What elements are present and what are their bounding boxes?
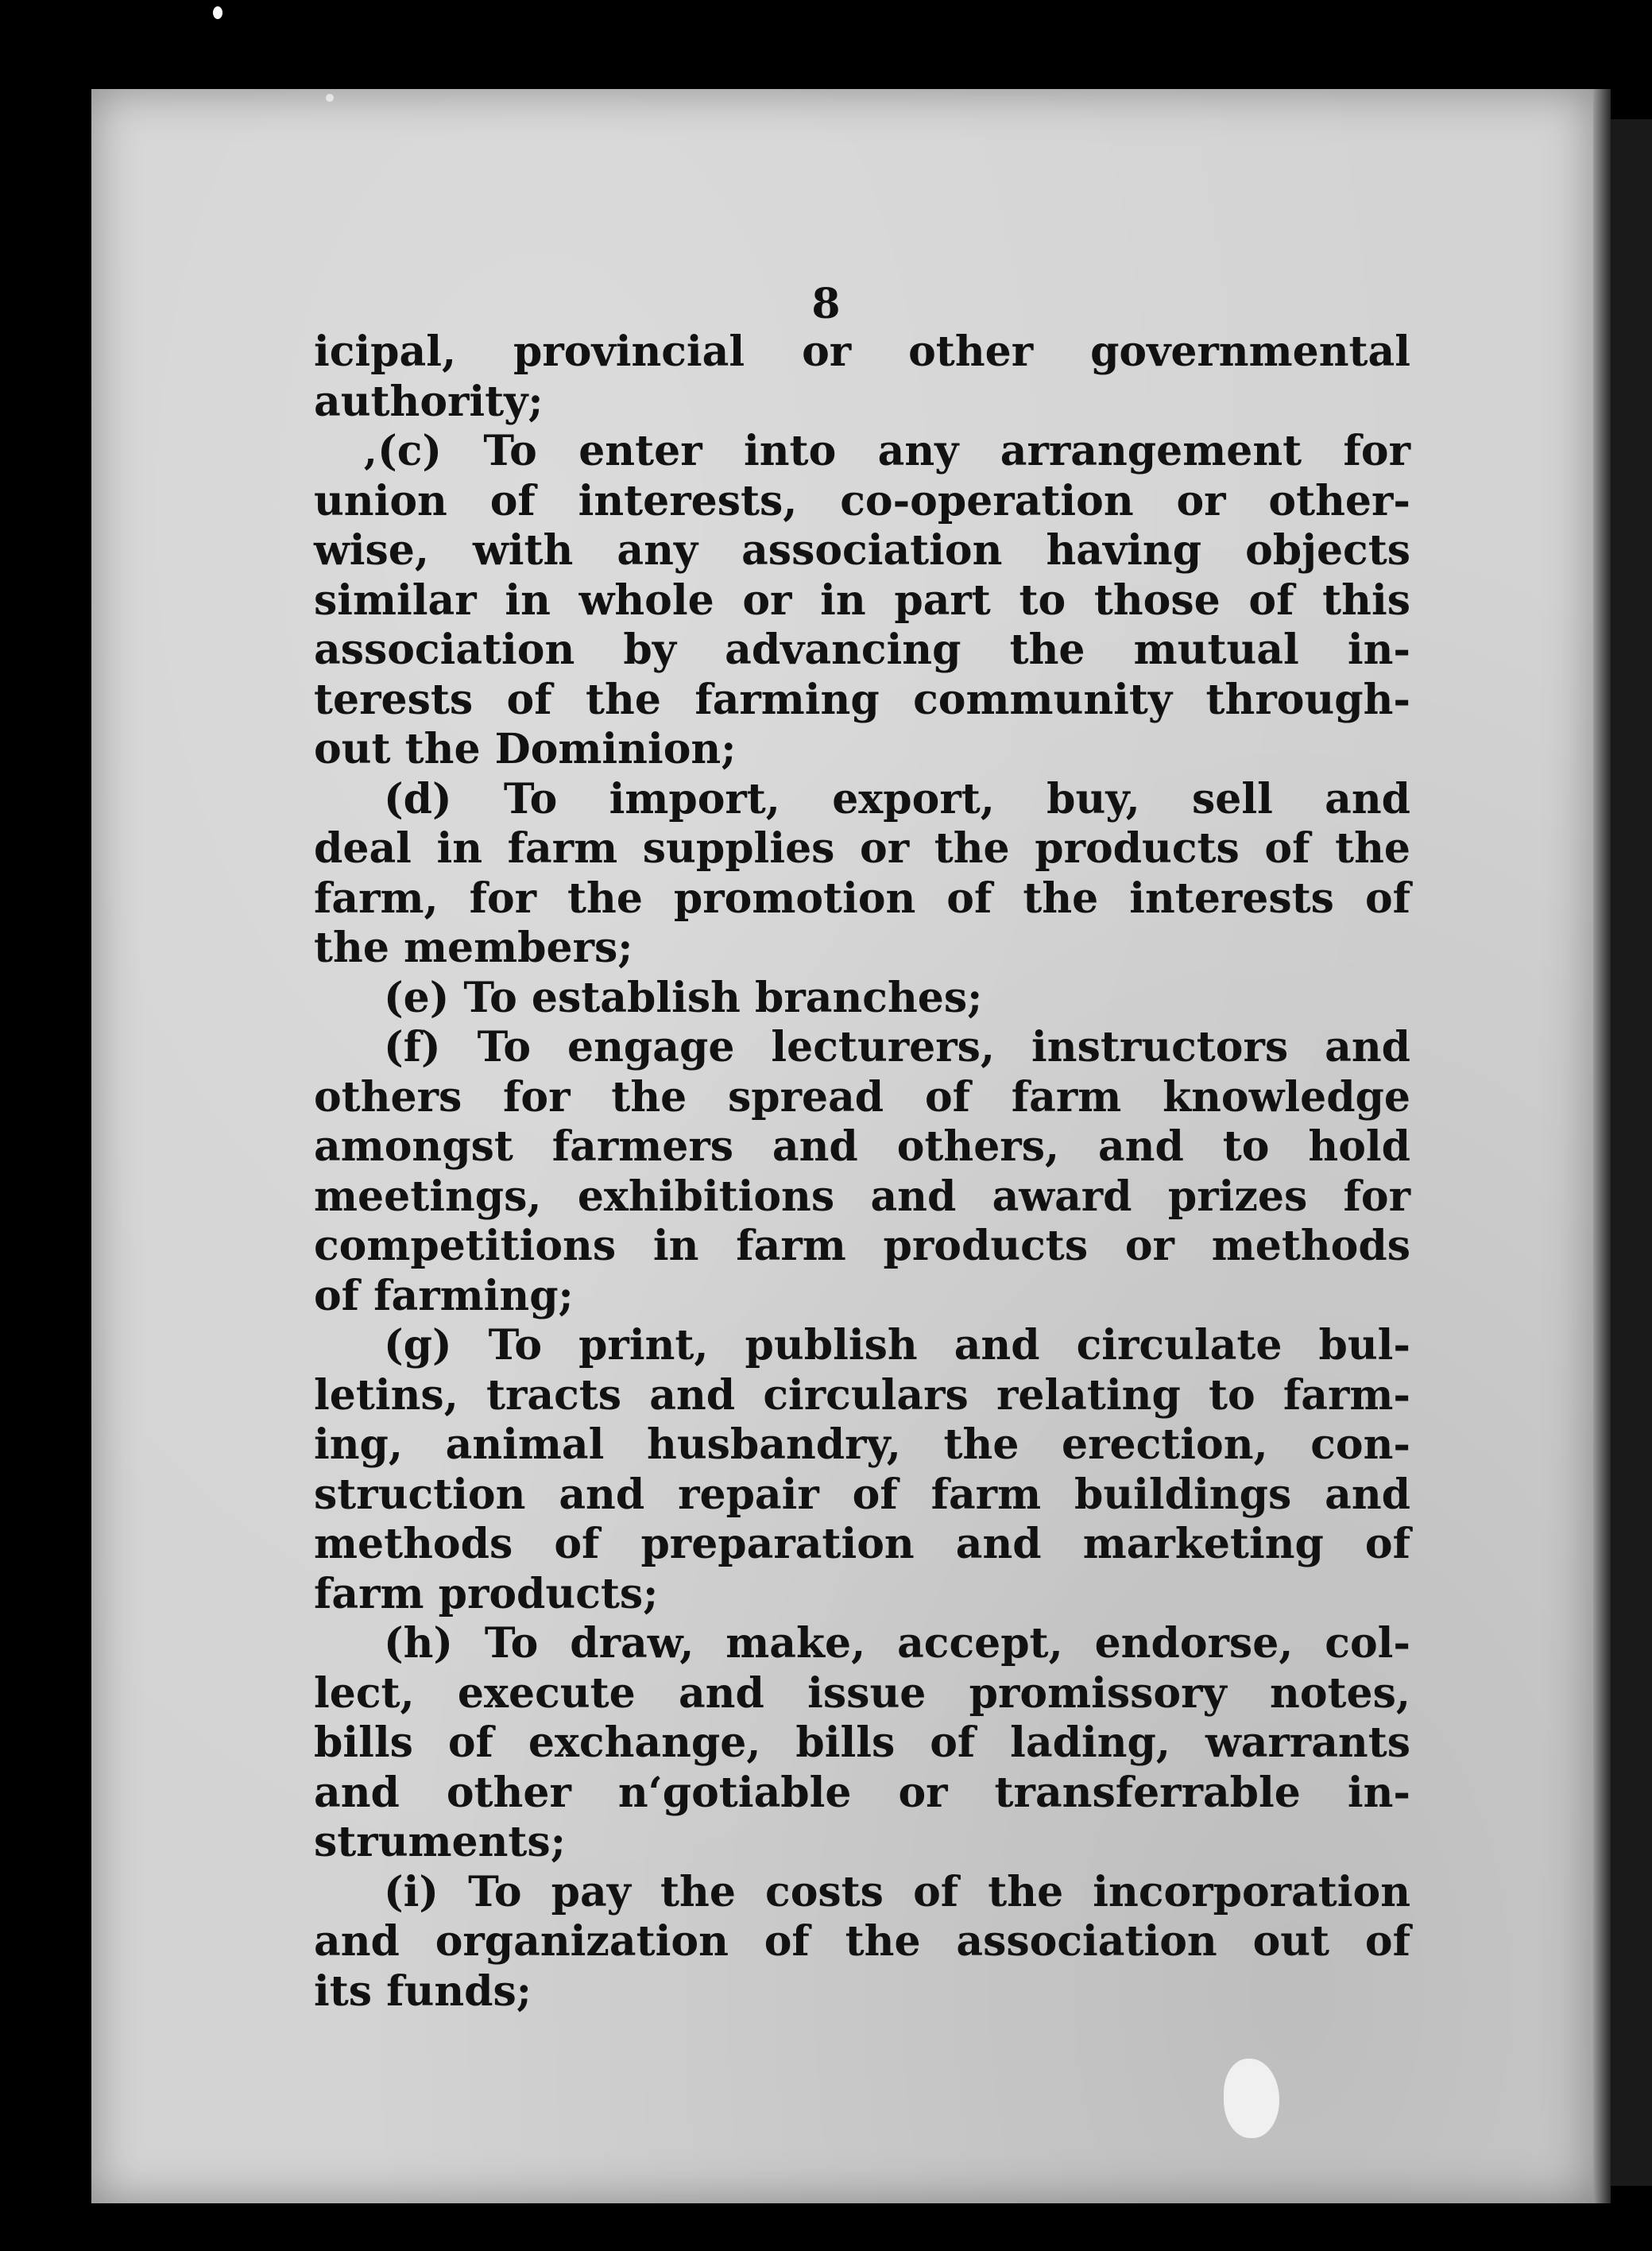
text-line: of farming; bbox=[314, 1271, 574, 1320]
text-line: ‚(c) To enter into any arrangement for bbox=[363, 427, 1410, 475]
text-line: wise, with any association having objects bbox=[314, 526, 1410, 575]
text-line: meetings, exhibitions and award prizes for bbox=[314, 1172, 1410, 1221]
text-line: letins, tracts and circulars relating to farm- bbox=[314, 1370, 1410, 1420]
text-line: amongst farmers and others, and to hold bbox=[314, 1122, 1410, 1171]
text-line: struction and repair of farm buildings and bbox=[314, 1470, 1410, 1519]
page-number: 8 bbox=[811, 280, 841, 328]
text-line: the members; bbox=[314, 924, 633, 972]
text-line: authority; bbox=[314, 377, 544, 426]
text-line: lect, execute and issue promissory notes, bbox=[314, 1668, 1410, 1718]
text-line: (i) To pay the costs of the incorporation bbox=[384, 1867, 1410, 1916]
text-line: and organization of the association out of bbox=[314, 1917, 1410, 1966]
text-line: others for the spread of farm knowledge bbox=[314, 1072, 1410, 1122]
dust-speck bbox=[213, 6, 222, 19]
text-line: similar in whole or in part to those of this bbox=[314, 575, 1410, 625]
text-line: (d) To import, export, buy, sell and bbox=[384, 774, 1410, 823]
text-line: farm products; bbox=[314, 1569, 659, 1618]
text-line: deal in farm supplies or the products of the bbox=[314, 824, 1410, 873]
text-line: (e) To establish branches; bbox=[384, 973, 983, 1022]
text-line: methods of preparation and marketing of bbox=[314, 1520, 1410, 1568]
text-line: icipal, provincial or other governmental bbox=[314, 327, 1410, 376]
text-line: union of interests, co-operation or other- bbox=[314, 476, 1410, 525]
text-line: association by advancing the mutual in- bbox=[314, 626, 1410, 674]
text-line: farm, for the promotion of the interests of bbox=[314, 874, 1410, 923]
dust-speck bbox=[326, 94, 334, 102]
text-line: competitions in farm products or methods bbox=[314, 1222, 1410, 1270]
text-line: (f) To engage lecturers, instructors and bbox=[384, 1023, 1410, 1071]
text-line: out the Dominion; bbox=[314, 725, 737, 773]
text-line: (h) To draw, make, accept, endorse, col- bbox=[384, 1619, 1410, 1668]
text-line: struments; bbox=[314, 1818, 566, 1866]
text-line: terests of the farming community through- bbox=[314, 675, 1410, 724]
text-line: and other nʻɡotiable or transferrable in- bbox=[314, 1768, 1410, 1817]
paper-blemish bbox=[1224, 2059, 1279, 2138]
text-line: ing, animal husbandry, the erection, con- bbox=[314, 1420, 1410, 1469]
text-line: its funds; bbox=[314, 1966, 532, 2016]
facing-page-edge bbox=[1611, 119, 1652, 2186]
text-line: (g) To print, publish and circulate bul- bbox=[384, 1321, 1410, 1370]
page-edge bbox=[1593, 89, 1611, 2203]
text-line: bills of exchange, bills of lading, warrants bbox=[314, 1718, 1410, 1767]
body-text bbox=[314, 327, 1410, 2017]
